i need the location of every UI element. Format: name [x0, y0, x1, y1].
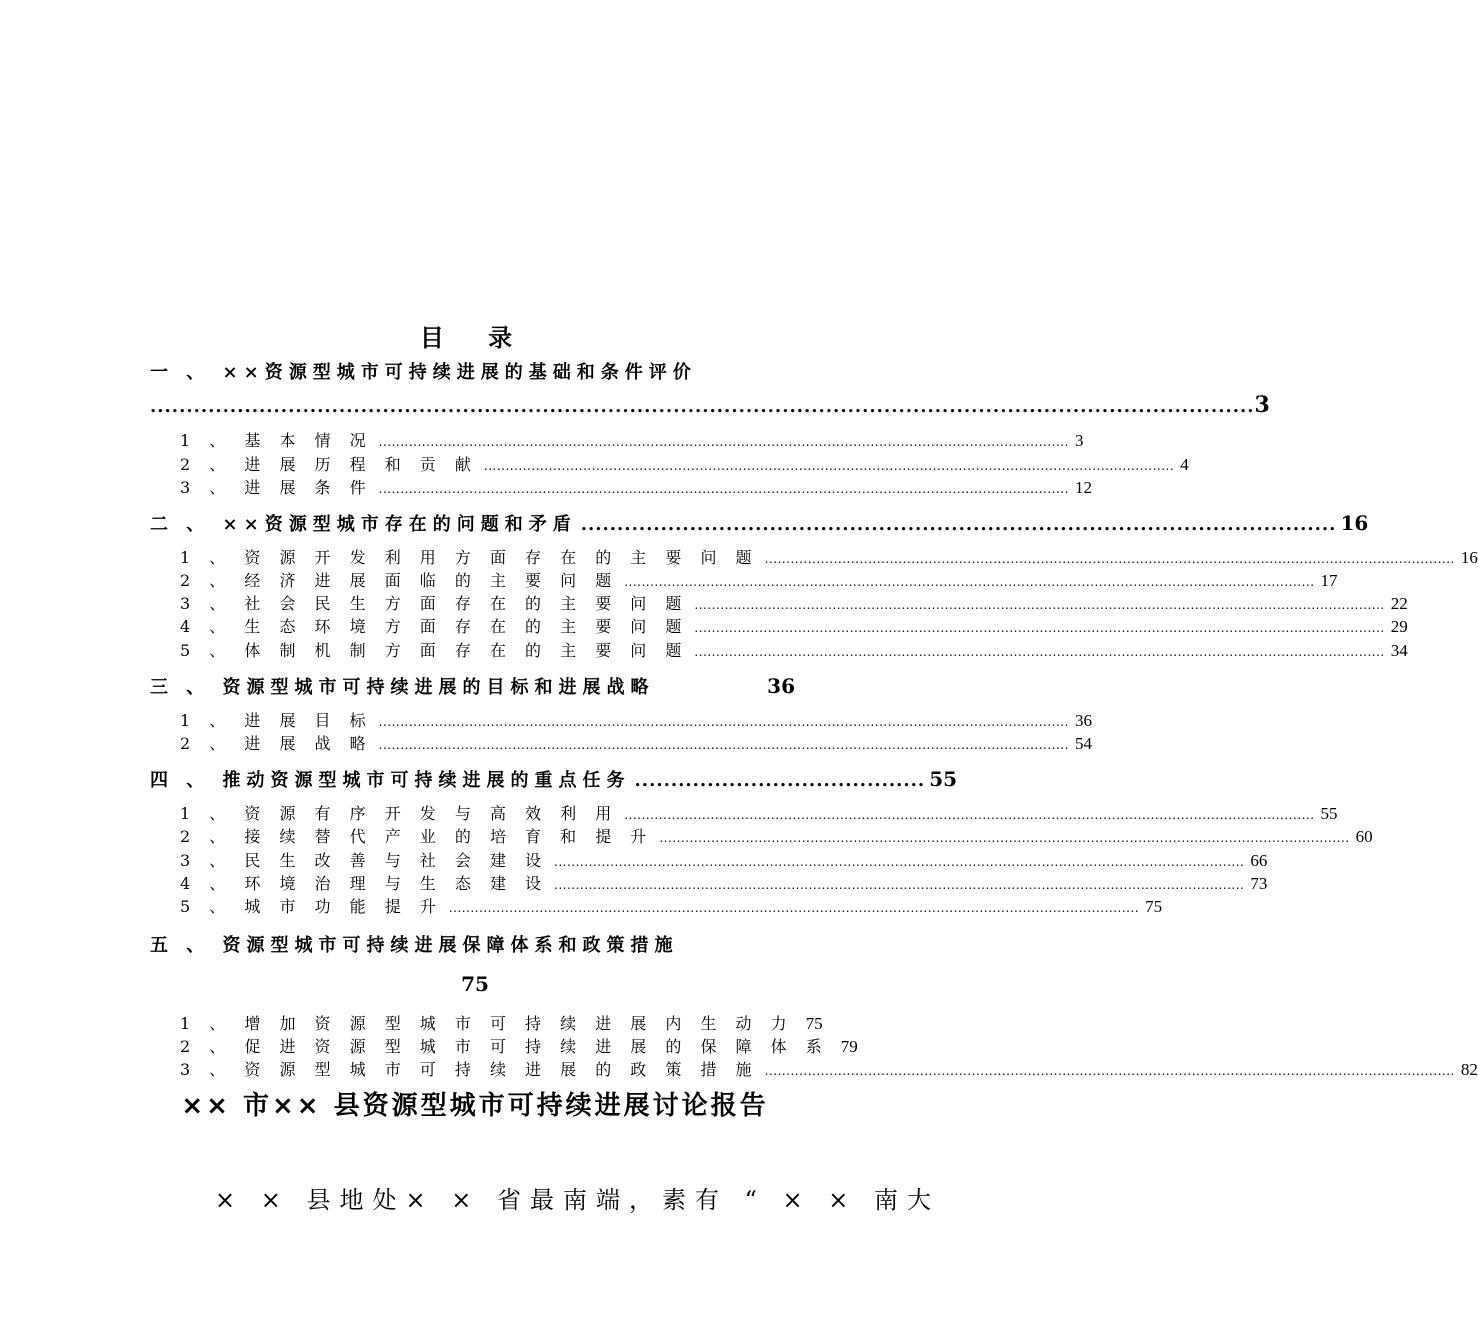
toc-section-1-leader: [150, 392, 1270, 418]
toc-item-title: 1 、 增 加 资 源 型 城 市 可 持 续 进 展 内 生 动 力: [180, 1014, 794, 1033]
toc-item[interactable]: [180, 475, 1092, 498]
dot-leader: ................................................................................................................................................................: [764, 1064, 1455, 1078]
toc-item[interactable]: [180, 708, 1092, 731]
toc-item-page: 66: [1250, 851, 1268, 870]
toc-item-title: 2 、 经 济 进 展 面 临 的 主 要 问 题: [180, 571, 619, 590]
toc-item-title: 4 、 环 境 治 理 与 生 态 建 设: [180, 874, 549, 893]
toc-item-title: 2 、 进 展 战 略: [180, 734, 373, 753]
toc-item-page: 79: [840, 1037, 858, 1056]
toc-title: 目 录: [419, 323, 531, 352]
toc-item[interactable]: [180, 871, 1268, 894]
toc-item-title: 3 、 资 源 型 城 市 可 持 续 进 展 的 政 策 措 施: [180, 1060, 759, 1079]
toc-item-page: 60: [1355, 827, 1373, 846]
dot-leader: ................................................................................................................................................................: [694, 598, 1385, 612]
toc-section-page: 36: [767, 674, 795, 698]
toc-section-1[interactable]: [150, 358, 795, 384]
toc-section-page: 75: [461, 972, 489, 996]
toc-item-page: 82: [1460, 1060, 1478, 1079]
toc-item-page: 16: [1460, 548, 1478, 567]
toc-section-page: 3: [1254, 392, 1270, 418]
dot-leader: ................................................................................................................................................................: [378, 715, 1069, 729]
toc-item-page: 73: [1250, 874, 1268, 893]
toc-item-title: 2 、 进 展 历 程 和 贡 献: [180, 455, 478, 474]
toc-section-title: 四 、 推动资源型城市可持续进展的重点任务: [150, 770, 631, 791]
toc-section-title: 一 、 ××资源型城市可持续进展的基础和条件评价: [150, 362, 697, 383]
dot-leader: ................................................................................................................................................................: [378, 482, 1069, 496]
toc-item[interactable]: [180, 614, 1408, 637]
dot-leader: ................................................................................................................................................................: [483, 459, 1175, 473]
toc-item-title: 4 、 生 态 环 境 方 面 存 在 的 主 要 问 题: [180, 617, 689, 636]
dot-leader: ................................................................................................................................................................: [378, 435, 1069, 449]
dot-leader: ................................................................................................................................................................: [764, 552, 1455, 566]
toc-item-title: 5 、 体 制 机 制 方 面 存 在 的 主 要 问 题: [180, 641, 689, 660]
toc-item-title: 3 、 进 展 条 件: [180, 478, 373, 497]
toc-section-title: 三 、 资源型城市可持续进展的目标和进展战略: [150, 677, 655, 698]
dot-leader: ........................................: [634, 770, 926, 791]
toc-section-2[interactable]: [150, 510, 1369, 536]
dot-leader: ................................................................................................................................................................: [554, 878, 1245, 892]
toc-item-title: 2 、 促 进 资 源 型 城 市 可 持 续 进 展 的 保 障 体 系: [180, 1037, 829, 1056]
toc-section-5[interactable]: [150, 931, 795, 957]
toc-item[interactable]: [180, 568, 1338, 591]
toc-item[interactable]: [180, 545, 1478, 568]
toc-item-page: 75: [805, 1014, 823, 1033]
toc-item-page: 34: [1390, 641, 1408, 660]
toc-item-page: 75: [1145, 897, 1163, 916]
toc-item[interactable]: [180, 1057, 1478, 1080]
toc-section-title: 五 、 资源型城市可持续进展保障体系和政策措施: [150, 935, 679, 956]
dot-leader: ................................................................................................................................................................: [378, 738, 1069, 752]
dot-leader: ................................................................................................................................................................: [624, 808, 1315, 822]
toc-item-page: 3: [1074, 431, 1084, 450]
toc-item-page: 12: [1074, 478, 1092, 497]
dot-leader: ................................................................................................................................................................: [694, 645, 1385, 659]
toc-item-title: 1 、 基 本 情 况: [180, 431, 373, 450]
toc-item[interactable]: [180, 894, 1163, 917]
toc-item-page: 17: [1320, 571, 1338, 590]
dot-leader: ................................................................................................................................................................: [694, 621, 1385, 635]
toc-section-page: 55: [929, 767, 958, 791]
dot-leader: ................................................................................................................................................................: [448, 901, 1140, 915]
toc-item-title: 3 、 社 会 民 生 方 面 存 在 的 主 要 问 题: [180, 594, 689, 613]
toc-section-title: 二 、 ××资源型城市存在的问题和矛盾: [150, 514, 577, 535]
toc-item[interactable]: [180, 848, 1268, 871]
toc-item[interactable]: [180, 638, 1408, 661]
toc-item-title: 1 、 资 源 有 序 开 发 与 高 效 利 用: [180, 804, 619, 823]
toc-item[interactable]: [180, 801, 1338, 824]
toc-section-page: 16: [1340, 511, 1369, 535]
toc-item-page: 54: [1074, 734, 1092, 753]
dot-leader: ................................................................................................................................................................: [554, 855, 1245, 869]
toc-item-title: 3 、 民 生 改 善 与 社 会 建 设: [180, 851, 549, 870]
toc-item-page: 36: [1074, 711, 1092, 730]
toc-item-page: 22: [1390, 594, 1408, 613]
dot-leader: ................................................................................................................................................................: [659, 831, 1350, 845]
toc-item[interactable]: [180, 1034, 858, 1057]
toc-item[interactable]: [180, 428, 1084, 451]
toc-section-3[interactable]: [150, 673, 795, 699]
toc-item[interactable]: [180, 824, 1373, 847]
toc-item-title: 1 、 进 展 目 标: [180, 711, 373, 730]
toc-item-page: 4: [1180, 455, 1189, 474]
toc-section-4[interactable]: [150, 766, 958, 792]
toc-item-title: 1 、 资 源 开 发 利 用 方 面 存 在 的 主 要 问 题: [180, 548, 759, 567]
toc-item[interactable]: [180, 731, 1092, 754]
body-paragraph-start: × × 县地处× × 省最南端，素有 “ × × 南大: [215, 1186, 940, 1214]
toc-item-title: 5 、 城 市 功 能 提 升: [180, 897, 443, 916]
toc-item[interactable]: [180, 452, 1189, 475]
dot-leader: ........................................................................................................: [580, 514, 1337, 535]
report-title: ×× 市×× 县资源型城市可持续进展讨论报告: [181, 1091, 769, 1121]
toc-item[interactable]: [180, 1011, 823, 1034]
toc-item[interactable]: [180, 591, 1408, 614]
toc-item-page: 29: [1390, 617, 1408, 636]
toc-item-title: 2 、 接 续 替 代 产 业 的 培 育 和 提 升: [180, 827, 654, 846]
toc-item-page: 55: [1320, 804, 1338, 823]
dot-leader: ........................................................................................................................................................: [150, 396, 1255, 417]
dot-leader: ................................................................................................................................................................: [624, 575, 1315, 589]
